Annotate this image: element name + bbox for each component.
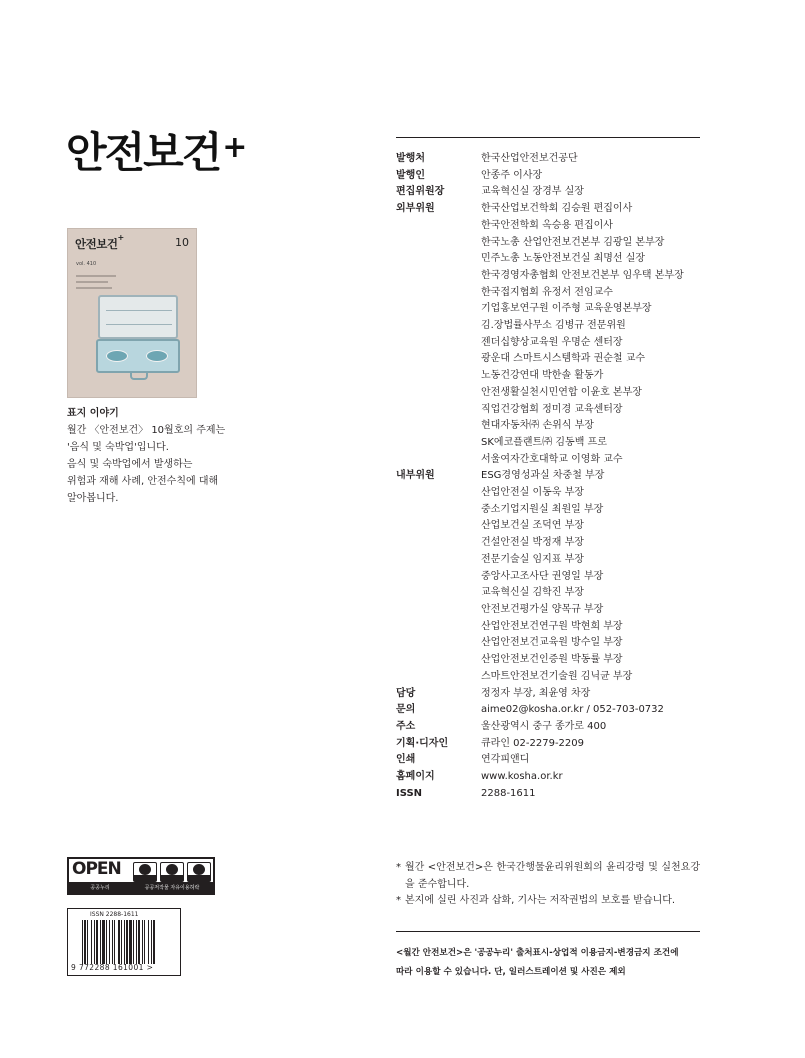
barcode-bar — [118, 920, 120, 964]
note-ethics — [396, 860, 700, 893]
masthead-label: ISSN — [396, 787, 423, 799]
cover-story-title: 표지 이야기 — [67, 408, 119, 419]
barcode-bars-svg — [82, 920, 174, 964]
masthead-value: 교육혁신실 장경부 실장 — [481, 186, 584, 198]
masthead-row-address — [396, 719, 706, 736]
cover-suitcase-illustration — [98, 295, 178, 383]
barcode-bar — [124, 920, 125, 964]
suitcase-handle — [130, 373, 148, 380]
masthead-row-homepage — [396, 769, 706, 786]
barcode-issn-text: ISSN 2288-1611 — [90, 911, 139, 918]
barcode-bar — [126, 920, 128, 964]
masthead-row-print — [396, 752, 706, 769]
barcode-bar — [153, 920, 155, 964]
barcode-bar — [84, 920, 86, 964]
open-badge-sublabel: 공공저작물 자유이용허락 — [144, 885, 200, 891]
masthead-value: 산업보건실 조덕연 부장 — [481, 520, 584, 532]
cover-text-line — [76, 281, 108, 283]
masthead-value: 연각피앤디 — [481, 754, 530, 766]
masthead-row-manager — [396, 686, 706, 703]
cover-story-caption — [67, 405, 267, 507]
cover-story-line: '음식 및 숙박업'입니다. — [67, 442, 169, 453]
masthead-value: ESG경영성과실 차중철 부장 — [481, 470, 605, 482]
cover-thumbnail — [67, 228, 197, 398]
cover-title: 안전보건+ — [75, 233, 124, 251]
license-line: 따라 이용할 수 있습니다. 단, 일러스트레이션 및 사진은 제외 — [396, 967, 626, 977]
suitcase-lid — [98, 295, 178, 339]
barcode-bar — [129, 920, 132, 964]
masthead-value: 광운대 스마트시스템학과 권순철 교수 — [481, 353, 646, 365]
cover-volume: vol. 410 — [76, 261, 97, 267]
barcode-bar — [114, 920, 115, 964]
cover-story-line: 월간 〈안전보건〉 10월호의 주제는 — [67, 425, 226, 436]
noncommercial-icon — [160, 862, 184, 882]
magazine-logo — [66, 128, 246, 177]
barcode-bar — [102, 920, 105, 964]
masthead-label: 주소 — [396, 720, 416, 732]
masthead-value: 서울여자간호대학교 이영화 교수 — [481, 453, 623, 465]
note-star: * — [396, 862, 401, 873]
masthead-value: www.kosha.or.kr — [481, 771, 563, 783]
barcode-bar — [144, 920, 145, 964]
barcode-bar — [148, 920, 149, 964]
masthead-value: aime02@kosha.or.kr / 052-703-0732 — [481, 704, 664, 716]
barcode-bar — [133, 920, 134, 964]
suitcase-shelf — [106, 324, 172, 325]
masthead-row-chief-editor — [396, 184, 706, 201]
masthead-value: 중앙사고조사단 권영일 부장 — [481, 570, 604, 582]
license-icons — [133, 862, 211, 882]
barcode-bar — [100, 920, 101, 964]
masthead-value: 스마트안전보건기술원 김닉균 부장 — [481, 670, 633, 682]
masthead-value: 산업안전보건교육원 방수일 부장 — [481, 637, 623, 649]
suitcase-shelf — [106, 310, 172, 311]
masthead-row-issuer — [396, 168, 706, 185]
license-statement — [396, 944, 706, 982]
plate-shape — [146, 350, 168, 362]
masthead-value: 중소기업지원실 최원일 부장 — [481, 503, 604, 515]
masthead-value: 정정자 부장, 최윤영 차장 — [481, 687, 591, 699]
masthead-value: 젠더십향상교육원 우명순 센터장 — [481, 336, 623, 348]
masthead-label: 기획·디자인 — [396, 737, 449, 749]
barcode-bar — [87, 920, 88, 964]
masthead-row-publisher — [396, 151, 706, 168]
masthead-value: 안전보건평가실 양목규 부장 — [481, 603, 604, 615]
masthead-top-rule — [396, 137, 700, 138]
masthead-value: 안전생활실천시민연합 이윤호 본부장 — [481, 386, 642, 398]
masthead-label: 편집위원장 — [396, 186, 445, 198]
note-text: 본지에 실린 사진과 삽화, 기사는 저작권법의 보호를 받습니다. — [405, 895, 676, 906]
note-copyright — [396, 893, 700, 910]
open-logo-text: OPEN — [72, 859, 121, 879]
kogl-open-badge — [67, 857, 215, 895]
logo-text: 안전보건 — [66, 128, 221, 177]
cover-issue-number: 10 — [175, 236, 189, 249]
open-badge-label: 공공누리 — [90, 885, 110, 891]
barcode-bar — [112, 920, 113, 964]
barcode-bar — [109, 920, 110, 964]
barcode-bar — [94, 920, 95, 964]
logo-plus: + — [222, 130, 246, 165]
masthead-value: 김.장법률사무소 김병규 전문위원 — [481, 320, 626, 332]
masthead-value: 산업안전보건연구원 박현희 부장 — [481, 620, 623, 632]
barcode-bar — [138, 920, 140, 964]
barcode-bar — [142, 920, 143, 964]
cover-story-line: 위험과 재해 사례, 안전수칙에 대해 — [67, 476, 219, 487]
masthead-row-issn — [396, 786, 706, 803]
masthead-label: 발행처 — [396, 153, 425, 164]
issn-barcode — [67, 908, 181, 976]
masthead-value: 한국산업보건학회 김승원 편집이사 — [481, 203, 633, 215]
masthead-value: 전문기술실 임지표 부장 — [481, 553, 584, 565]
masthead-row-design — [396, 736, 706, 753]
barcode-bar — [106, 920, 107, 964]
masthead-value: 한국안전학회 옥승용 편집이사 — [481, 219, 613, 231]
cover-story-line: 알아봅니다. — [67, 493, 119, 504]
barcode-bar — [136, 920, 137, 964]
suitcase-base — [96, 339, 180, 373]
notes — [396, 860, 700, 910]
license-top-rule — [396, 931, 700, 932]
masthead-label: 문의 — [396, 704, 416, 716]
note-text: 월간 <안전보건>은 한국간행물윤리위원회의 윤리강령 및 실천요강을 준수합니다. — [405, 862, 700, 890]
note-star: * — [396, 895, 401, 906]
masthead — [396, 151, 706, 802]
masthead-label: 인쇄 — [396, 754, 416, 766]
masthead-value: 건설안전실 박정재 부장 — [481, 537, 584, 549]
masthead-value: 울산광역시 중구 종가로 400 — [481, 720, 607, 732]
barcode-bar — [96, 920, 98, 964]
masthead-value: 현대자동차㈜ 손위식 부장 — [481, 420, 594, 432]
barcode-bar — [91, 920, 92, 964]
masthead-value: 산업안전실 이동욱 부장 — [481, 487, 584, 499]
masthead-label: 내부위원 — [396, 470, 435, 482]
plate-shape — [106, 350, 128, 362]
masthead-value: 직업건강협회 정미경 교육센터장 — [481, 403, 623, 415]
masthead-label: 발행인 — [396, 169, 425, 181]
masthead-value: 한국경영자총협회 안전보건본부 임우택 본부장 — [481, 269, 684, 281]
barcode-bars — [82, 920, 174, 964]
masthead-value: 교육혁신실 김학진 부장 — [481, 587, 584, 599]
masthead-row-inquiry — [396, 702, 706, 719]
barcode-bar — [121, 920, 122, 964]
cover-text-line — [76, 287, 112, 289]
barcode-bar — [82, 920, 83, 964]
masthead-value: SK에코플랜트㈜ 김동백 프로 — [481, 436, 607, 448]
masthead-value: 큐라인 02-2279-2209 — [481, 737, 584, 749]
masthead-label: 외부위원 — [396, 203, 435, 215]
masthead-label: 담당 — [396, 687, 416, 699]
masthead-value: 노동건강연대 박한솔 활동가 — [481, 370, 604, 382]
license-line: <월간 안전보건>은 '공공누리' 출처표시-상업적 이용금지-변경금지 조건에 — [396, 948, 679, 958]
cover-story-line: 음식 및 숙박업에서 발생하는 — [67, 459, 193, 470]
masthead-value: 기업홍보연구원 이주형 교육운영본부장 — [481, 303, 652, 315]
masthead-value: 안종주 이사장 — [481, 169, 543, 181]
attribution-icon — [133, 862, 157, 882]
masthead-row-external-members — [396, 201, 706, 468]
masthead-value: 산업안전보건인증원 박동률 부장 — [481, 654, 623, 666]
masthead-label: 홈페이지 — [396, 771, 435, 783]
masthead-value: 한국접지협회 유정서 전임교수 — [481, 286, 613, 298]
masthead-row-internal-members — [396, 468, 706, 685]
barcode-digits: 9 772288 161001 > — [71, 963, 154, 972]
masthead-value: 민주노총 노동안전보건실 최명선 실장 — [481, 253, 646, 265]
open-badge-caption — [69, 882, 213, 893]
masthead-value: 2288-1611 — [481, 787, 536, 799]
barcode-bar — [151, 920, 152, 964]
cover-text-line — [76, 275, 116, 277]
masthead-value: 한국노총 산업안전보건본부 김광일 본부장 — [481, 236, 665, 248]
masthead-value: 한국산업안전보건공단 — [481, 153, 578, 164]
no-derivatives-icon — [187, 862, 211, 882]
